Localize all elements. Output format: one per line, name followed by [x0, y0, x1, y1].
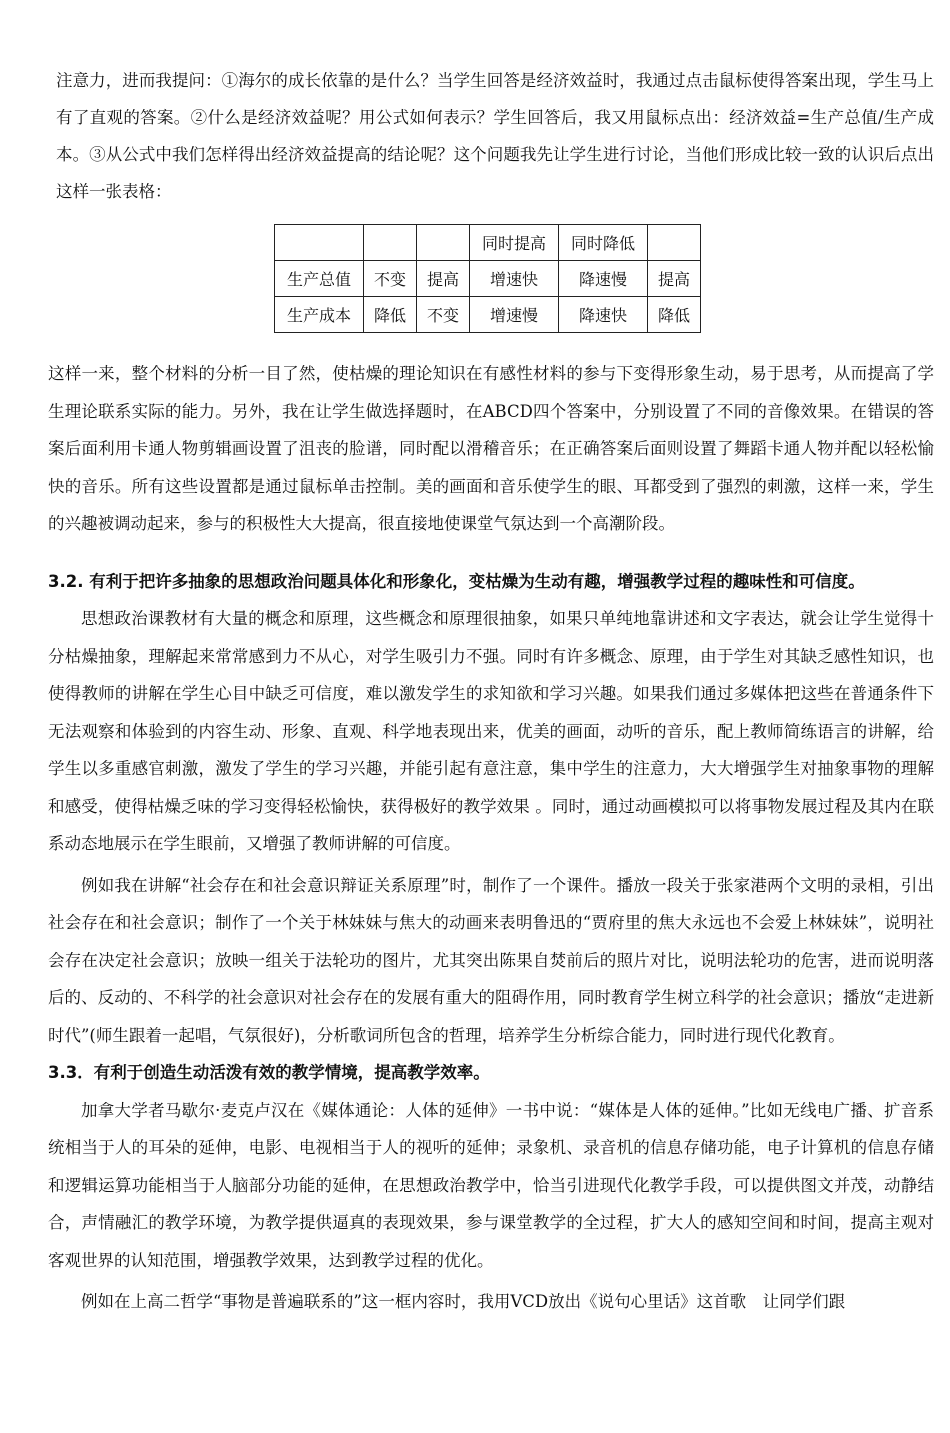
section-3-2-paragraph-2: 例如我在讲解“社会存在和社会意识辩证关系原理”时，制作了一个课件。播放一段关于张家港两个文明的录相，引出社会存在和社会意识；制作了一个关于林妹妹与焦大的动画来表明鲁迅的“贾府里的焦大永远也不会爱上林妹妹”，说明社会存在决定社会意识；放映一组关于法轮功的图片，尤其突出陈果自焚前后的照片对比，说明法轮功的危害，进而说明落后的、反动的、不科学的社会意识对社会存在的发展有重大的阻碍作用，同时教育学生树立科学的社会意识；播放“走进新时代”(师生跟着一起唱，气氛很好)，分析歌词所包含的哲理，培养学生分析综合能力，同时进行现代化教育。	[48, 875, 934, 1045]
table-cell: 降低	[364, 297, 417, 333]
section-3-2-paragraph-1: 思想政治课教材有大量的概念和原理，这些概念和原理很抽象，如果只单纯地靠讲述和文字表达，就会让学生觉得十分枯燥抽象，理解起来常常感到力不从心，对学生吸引力不强。同时有许多概念、原理，由于学生对其缺乏感性知识，也使得教师的讲解在学生心目中缺乏可信度，难以激发学生的求知欲和学习兴趣。如果我们通过多媒体把这些在普通条件下无法观察和体验到的内容生动、形象、直观、科学地表现出来，优美的画面，动听的音乐，配上教师简练语言的讲解，给学生以多重感官刺激，激发了学生的学习兴趣，并能引起有意注意，集中学生的注意力，大大增强学生对抽象事物的理解和感受，使得枯燥乏味的学习变得轻松愉快，获得极好的教学效果 。同时，通过动画模拟可以将事物发展过程及其内在联系动态地展示在学生眼前，又增强了教师讲解的可信度。	[48, 609, 934, 853]
section-3-3-paragraph-1: 加拿大学者马歇尔·麦克卢汉在《媒体通论：人体的延伸》一书中说：“媒体是人体的延伸。”比如无线电广播、扩音系统相当于人的耳朵的延伸，电影、电视相当于人的视听的延伸；录象机、录音机的信息存储功能，电子计算机的信息存储和逻辑运算功能相当于人脑部分功能的延伸，在思想政治教学中，恰当引进现代化教学手段，可以提供图文并茂，动静结合，声情融汇的教学环境，为教学提供逼真的表现效果，参与课堂教学的全过程，扩大人的感知空间和时间，提高主观对客观世界的认知范围，增强教学效果，达到教学过程的优化。	[48, 1100, 934, 1270]
table-cell: 同时降低	[559, 225, 648, 261]
table-row	[275, 261, 701, 297]
table-cell: 提高	[648, 261, 701, 297]
table-cell: 不变	[417, 297, 470, 333]
table-cell	[275, 225, 364, 261]
table-cell: 生产总值	[275, 261, 364, 297]
table-cell: 降速快	[559, 297, 648, 333]
table-cell	[364, 225, 417, 261]
section-3-3-paragraph-2: 例如在上高二哲学“事物是普遍联系的”这一框内容时，我用VCD放出《说句心里话》这首歌 让同学们跟	[81, 1292, 846, 1311]
document-page	[48, 62, 934, 1321]
table-cell: 同时提高	[470, 225, 559, 261]
after-table-paragraph: 这样一来，整个材料的分析一目了然，使枯燥的理论知识在有感性材料的参与下变得形象生动，易于思考，从而提高了学生理论联系实际的能力。另外，我在让学生做选择题时，在ABCD四个答案中，分别设置了不同的音像效果。在错误的答案后面利用卡通人物剪辑画设置了沮丧的脸谱，同时配以滑稽音乐；在正确答案后面则设置了舞蹈卡通人物并配以轻松愉快的音乐。所有这些设置都是通过鼠标单击控制。美的画面和音乐使学生的眼、耳都受到了强烈的刺激，这样一来，学生的兴趣被调动起来，参与的积极性大大提高，很直接地使课堂气氛达到一个高潮阶段。	[48, 364, 934, 533]
table-cell	[648, 225, 701, 261]
table-cell: 增速慢	[470, 297, 559, 333]
table-cell: 降低	[648, 297, 701, 333]
table-cell: 生产成本	[275, 297, 364, 333]
section-3-2-heading: 3.2. 有利于把许多抽象的思想政治问题具体化和形象化，变枯燥为生动有趣，增强教学过程的趣味性和可信度。	[48, 571, 865, 591]
table-header-row	[275, 225, 701, 261]
table-cell: 提高	[417, 261, 470, 297]
table-cell: 不变	[364, 261, 417, 297]
section-3-3-heading: 3.3．有利于创造生动活泼有效的教学情境，提高教学效率。	[48, 1063, 490, 1082]
intro-paragraph: 注意力，进而我提问：①海尔的成长依靠的是什么？当学生回答是经济效益时，我通过点击鼠标使得答案出现，学生马上有了直观的答案。②什么是经济效益呢？用公式如何表示？学生回答后，我又用鼠标点出：经济效益=生产总值/生产成本。③从公式中我们怎样得出经济效益提高的结论呢？这个问题我先让学生进行讨论，当他们形成比较一致的认识后点出这样一张表格：	[56, 71, 934, 201]
table-row	[275, 297, 701, 333]
table-cell: 增速快	[470, 261, 559, 297]
table-cell	[417, 225, 470, 261]
table-cell: 降速慢	[559, 261, 648, 297]
efficiency-table	[274, 224, 701, 333]
